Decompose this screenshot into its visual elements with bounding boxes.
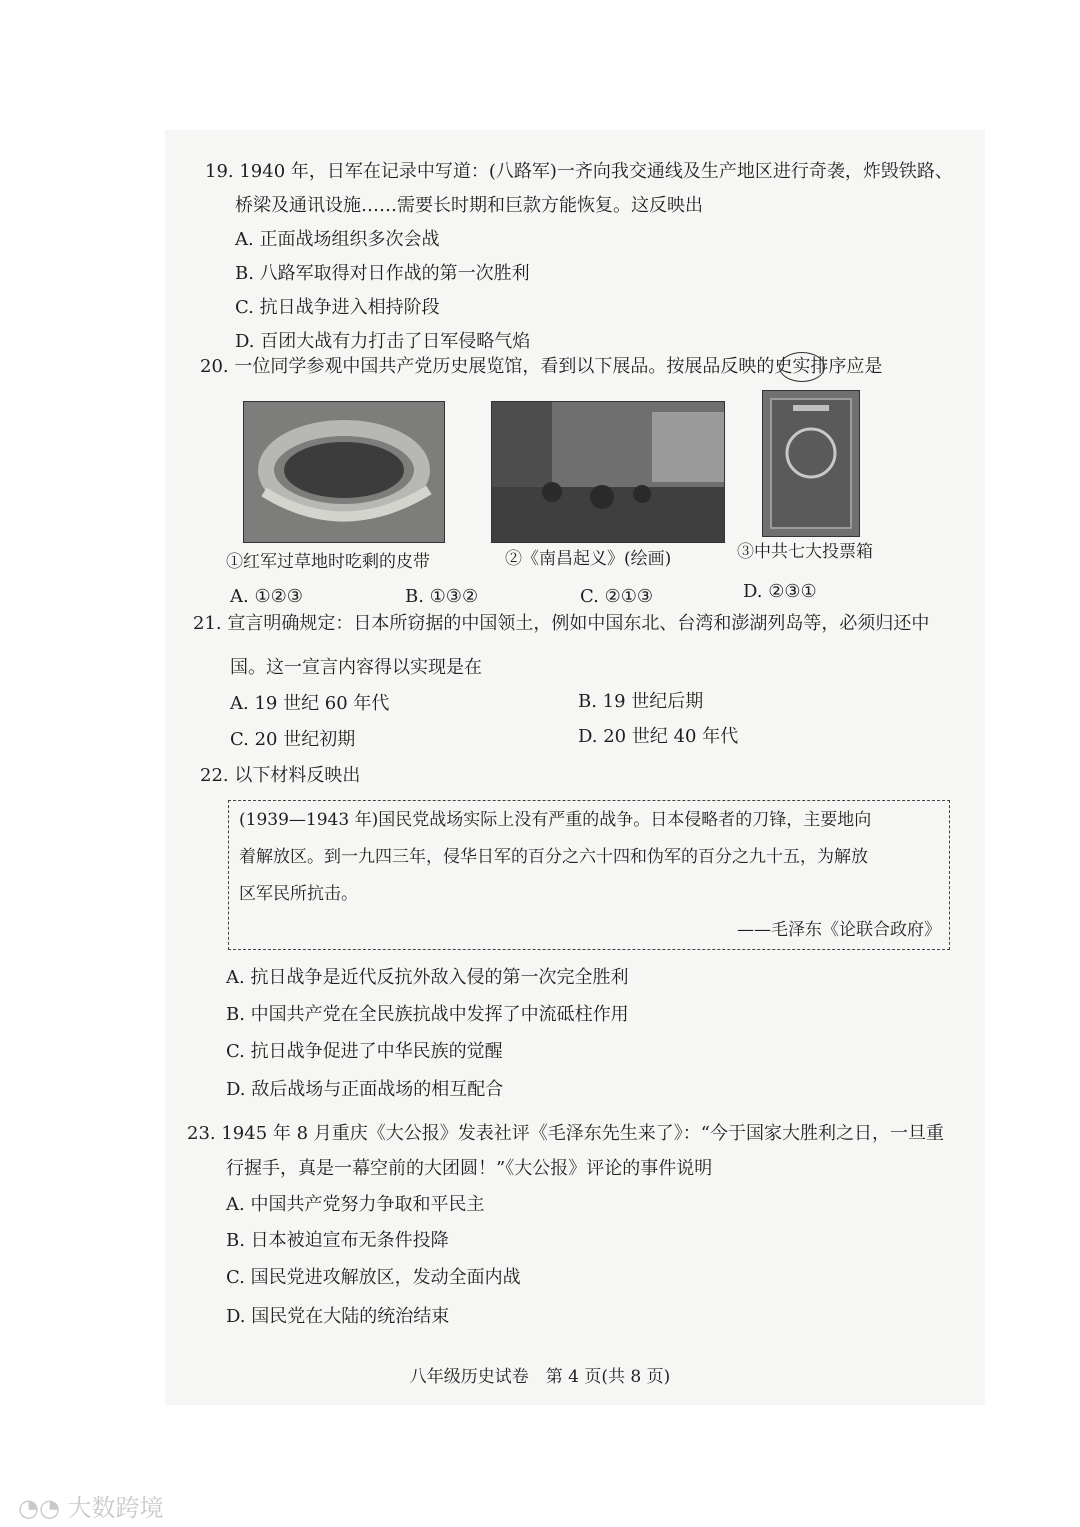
q23-stem-line2: 行握手，真是一幕空前的大团圆！”《大公报》评论的事件说明 <box>226 1158 713 1179</box>
q21-stem-line1: 21. 宣言明确规定：日本所窃据的中国领土，例如中国东北、台湾和澎湖列岛等，必须归还中 <box>193 613 930 634</box>
quote-line-2: 着解放区。到一九四三年，侵华日军的百分之六十四和伪军的百分之九十五，为解放 <box>239 847 868 867</box>
q19-stem-line2: 桥梁及通讯设施……需要长时期和巨款方能恢复。这反映出 <box>235 195 703 216</box>
q21-option-c: C. 20 世纪初期 <box>230 729 356 750</box>
watermark <box>18 1488 164 1523</box>
q21-option-a: A. 19 世纪 60 年代 <box>230 693 390 714</box>
quote-line-1: (1939—1943 年)国民党战场实际上没有严重的战争。日本侵略者的刀锋，主要地向 <box>239 810 872 830</box>
q19-option-b: B. 八路军取得对日作战的第一次胜利 <box>235 263 530 284</box>
watermark-text: 大数跨境 <box>67 1494 164 1522</box>
q22-option-b: B. 中国共产党在全民族抗战中发挥了中流砥柱作用 <box>226 1004 629 1025</box>
q20-option-b: B. ①③② <box>405 586 479 607</box>
q19-option-c: C. 抗日战争进入相持阶段 <box>235 297 440 318</box>
q19-option-a: A. 正面战场组织多次会战 <box>235 229 440 250</box>
q21-stem-line2: 国。这一宣言内容得以实现是在 <box>230 657 482 678</box>
q23-option-a: A. 中国共产党努力争取和平民主 <box>226 1194 485 1215</box>
q22-option-a: A. 抗日战争是近代反抗外敌入侵的第一次完全胜利 <box>226 967 629 988</box>
q23-stem-line1: 23. 1945 年 8 月重庆《大公报》发表社评《毛泽东先生来了》：“今于国家大胜利之日，一旦重 <box>187 1123 944 1144</box>
exhibit-2-caption: ②《南昌起义》(绘画) <box>505 549 672 569</box>
ballot-box-photo <box>762 390 860 537</box>
q20-stem: 20. 一位同学参观中国共产党历史展览馆，看到以下展品。按展品反映的史实排序应是 <box>200 356 883 377</box>
page-footer: 八年级历史试卷 第 4 页(共 8 页) <box>409 1367 671 1387</box>
q22-stem: 22. 以下材料反映出 <box>200 765 361 786</box>
handwritten-circle-mark <box>779 352 825 382</box>
watermark-logo-icon: ◔◔ <box>18 1494 60 1522</box>
exhibit-1-caption: ①红军过草地时吃剩的皮带 <box>226 552 430 572</box>
q22-source-material <box>228 800 950 950</box>
quote-source: ——毛泽东《论联合政府》 <box>737 920 941 940</box>
q20-option-d: D. ②③① <box>743 581 817 602</box>
q19-stem-line1: 19. 1940 年，日军在记录中写道：(八路军)一齐向我交通线及生产地区进行奇袭，炸毁铁路、 <box>205 161 953 182</box>
q21-option-b: B. 19 世纪后期 <box>578 691 704 712</box>
q23-option-c: C. 国民党进攻解放区，发动全面内战 <box>226 1267 521 1288</box>
q21-option-d: D. 20 世纪 40 年代 <box>578 726 739 747</box>
q20-option-a: A. ①②③ <box>230 586 303 607</box>
q22-option-d: D. 敌后战场与正面战场的相互配合 <box>226 1079 504 1100</box>
q23-option-d: D. 国民党在大陆的统治结束 <box>226 1306 450 1327</box>
q23-option-b: B. 日本被迫宣布无条件投降 <box>226 1230 449 1251</box>
q20-option-c: C. ②①③ <box>580 586 653 607</box>
nanchang-uprising-painting <box>491 401 725 543</box>
quote-line-3: 区军民所抗击。 <box>239 884 358 904</box>
q22-option-c: C. 抗日战争促进了中华民族的觉醒 <box>226 1041 503 1062</box>
q19-option-d: D. 百团大战有力打击了日军侵略气焰 <box>235 331 531 352</box>
belt-photo <box>243 401 445 543</box>
exhibit-3-caption: ③中共七大投票箱 <box>737 542 873 562</box>
